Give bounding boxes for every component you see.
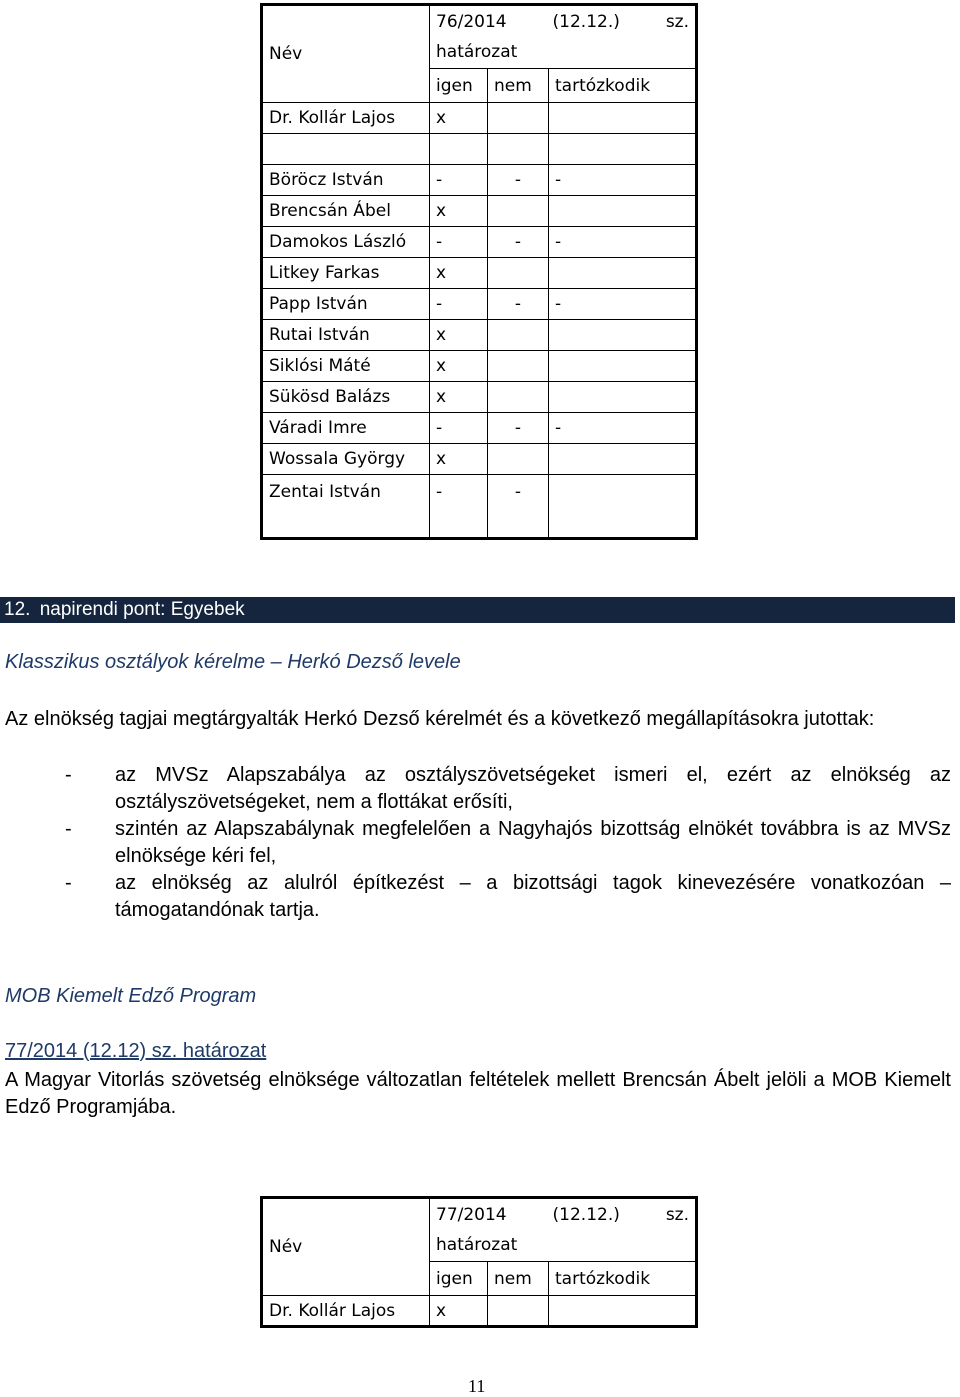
table-row: Siklósi Máté x: [262, 351, 697, 382]
table-row: Papp István - - -: [262, 289, 697, 320]
table-row: Rutai István x: [262, 320, 697, 351]
resolution-title: 77/2014 (12.12) sz. határozat: [5, 1040, 267, 1062]
table-row: Litkey Farkas x: [262, 258, 697, 289]
col-igen: igen: [430, 69, 488, 103]
table-row: Zentai István - -: [262, 475, 697, 539]
col-nem: nem: [488, 69, 549, 103]
table-row: Böröcz István - - -: [262, 165, 697, 196]
table-row: Dr. Kollár Lajos x: [262, 103, 697, 134]
name-header: Név: [262, 1198, 430, 1296]
list-item: - az elnökség az alulról építkezést – a bizottsági tagok kinevezésére vonatkozóan – támogatandónak tartja.: [65, 872, 951, 921]
resolution-header: 77/2014 (12.12.) sz. határozat: [430, 1198, 697, 1262]
section-heading: 12. napirendi pont: Egyebek: [0, 597, 955, 623]
bullet-list: [5, 762, 951, 924]
col-nem: nem: [488, 1262, 549, 1296]
page-number: 11: [468, 1376, 486, 1396]
resolution-text: A Magyar Vitorlás szövetség elnöksége változatlan feltételek mellett Brencsán Ábelt jelöli a MOB Kiemelt Edző Programjába.: [5, 1069, 951, 1118]
table-row: Sükösd Balázs x: [262, 382, 697, 413]
list-item: - szintén az Alapszabálynak megfelelően a Nagyhajós bizottság elnökét továbbra is az MVSz elnöksége kéri fel,: [65, 818, 951, 867]
col-igen: igen: [430, 1262, 488, 1296]
subsection-title: Klasszikus osztályok kérelme – Herkó Dezső levele: [5, 651, 461, 673]
table-row: Dr. Kollár Lajos x: [262, 1296, 697, 1327]
col-tartozkodik: tartózkodik: [549, 1262, 697, 1296]
list-item: - az MVSz Alapszabálya az osztályszövetségeket ismeri el, ezért az elnökség az osztályszövetségeket, nem a flottákat erősíti,: [65, 764, 951, 813]
col-tartozkodik: tartózkodik: [549, 69, 697, 103]
table-row: Wossala György x: [262, 444, 697, 475]
table-row: Váradi Imre - - -: [262, 413, 697, 444]
table-row: Damokos László - - -: [262, 227, 697, 258]
table-row: Brencsán Ábel x: [262, 196, 697, 227]
resolution-header: 76/2014 (12.12.) sz. határozat: [430, 5, 697, 69]
vote-table-76: [260, 3, 698, 540]
vote-table-77: [260, 1196, 698, 1328]
intro-paragraph: Az elnökség tagjai megtárgyalták Herkó Dezső kérelmét és a következő megállapításokra jutottak:: [5, 708, 875, 730]
subsection-title: MOB Kiemelt Edző Program: [5, 985, 257, 1007]
table-row: [262, 134, 697, 165]
name-header: Név: [262, 5, 430, 103]
